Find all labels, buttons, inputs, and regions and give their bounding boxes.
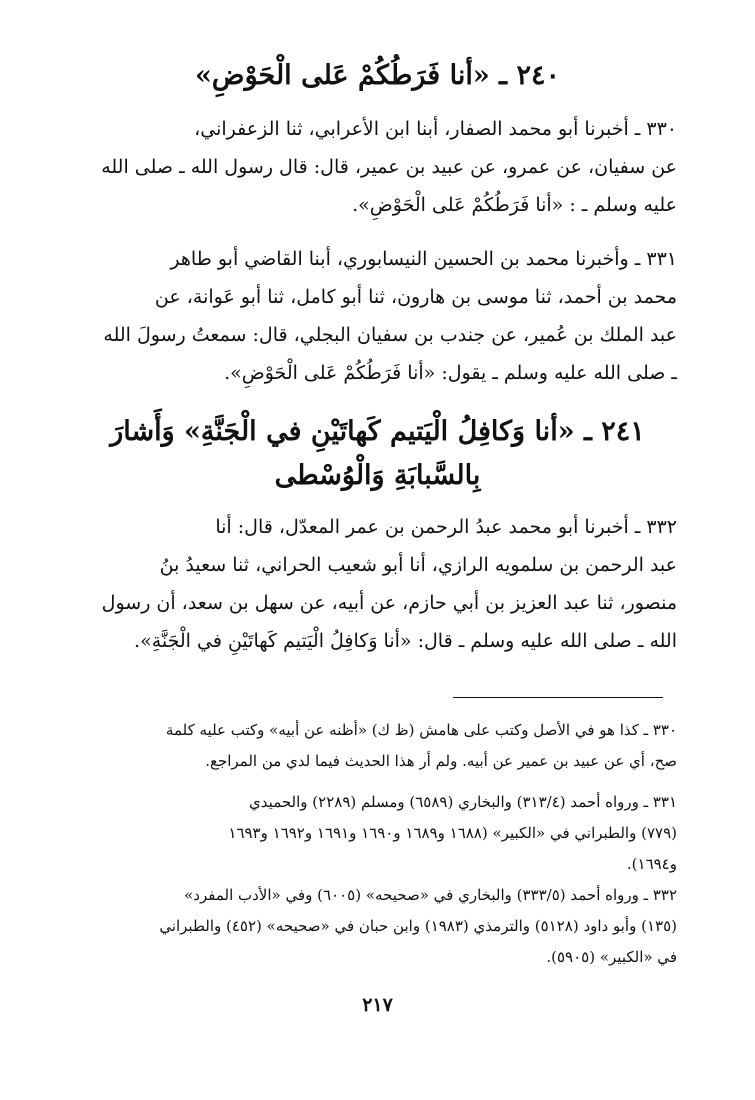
footnote-line: صح، أي عن عبيد بن عمير عن أبيه. ولم أر هذا الحديث فيما لدي من المراجع. (205, 752, 677, 770)
footnote-line: ٣٣٢ ـ ورواه أحمد (٣٣٣/٥) والبخاري في «صحيحه» (٦٠٠٥) وفي «الأدب المفرد» (184, 886, 677, 904)
hadith-line: عبد الرحمن بن سلمويه الرازي، أنا أبو شعيب الحراني، ثنا سعيدُ بنُ (159, 554, 677, 576)
hadith-line: عن سفيان، عن عمرو، عن عبيد بن عمير، قال: قال رسول الله ـ صلى الله (101, 156, 677, 178)
heading-line: بِالسَّبابَةِ وَالْوُسْطى (274, 460, 481, 491)
page-number: ٢١٧ (362, 994, 393, 1016)
footnote-line: و١٦٩٤). (626, 855, 677, 873)
hadith-line: ٣٣٢ ـ أخبرنا أبو محمد عبدُ الرحمن بن عمر المعدّل، قال: أنا (215, 516, 677, 538)
footnote-line: ٣٣١ ـ ورواه أحمد (٣١٣/٤) والبخاري (٦٥٨٩) ومسلم (٢٢٨٩) والحميدي (249, 793, 677, 811)
footnote-330 (80, 715, 677, 777)
footnote-line: (٧٧٩) والطبراني في «الكبير» (١٦٨٨ و١٦٨٩ و١٦٩٠ و١٦٩١ و١٦٩٢ و١٦٩٣ (228, 824, 677, 842)
footnote-line: في «الكبير» (٥٩٠٥). (546, 948, 677, 966)
hadith-line: عليه وسلم ـ : «أنا فَرَطُكُمْ عَلى الْحَوْضِ». (352, 194, 677, 216)
chapter-heading-241 (70, 410, 685, 498)
hadith-332 (80, 508, 677, 660)
footnote-line: ٣٣٠ ـ كذا هو في الأصل وكتب على هامش (ظ ك) «أظنه عن أبيه» وكتب عليه كلمة (165, 721, 677, 739)
hadith-331 (80, 240, 677, 392)
hadith-line: ٣٣١ ـ وأخبرنا محمد بن الحسين النيسابوري، أبنا القاضي أبو طاهر (170, 248, 677, 270)
hadith-line: عبد الملك بن عُمير، عن جندب بن سفيان البجلي، قال: سمعتُ رسولَ الله (103, 324, 677, 346)
hadith-line: منصور، ثنا عبد العزيز بن أبي حازم، عن أبيه، عن سهل بن سعد، أن رسول (101, 592, 677, 614)
hadith-line: الله ـ صلى الله عليه وسلم ـ قال: «أنا وَكافِلُ الْيَتيم كَهاتَيْنِ في الْجَنَّةِ». (134, 630, 677, 652)
footnote-divider (453, 697, 663, 698)
footnote-331 (80, 787, 677, 880)
footnote-332 (80, 880, 677, 973)
hadith-line: محمد بن أحمد، ثنا موسى بن هارون، ثنا أبو كامل، ثنا أبو عَوانة، عن (154, 286, 677, 308)
hadith-line: ـ صلى الله عليه وسلم ـ يقول: «أنا فَرَطُكُمْ عَلى الْحَوْضِ». (224, 362, 677, 384)
footnote-line: (١٣٥) وأبو داود (٥١٢٨) والترمذي (١٩٨٣) وابن حبان في «صحيحه» (٤٥٢) والطبراني (159, 917, 677, 935)
heading-line: ٢٤١ ـ «أنا وَكافِلُ الْيَتيم كَهاتَيْنِ في الْجَنَّةِ» وَأَشارَ (110, 416, 645, 447)
chapter-heading-240: ٢٤٠ ـ «أنا فَرَطُكُمْ عَلى الْحَوْضِ» (195, 60, 560, 91)
hadith-line: ٣٣٠ ـ أخبرنا أبو محمد الصفار، أبنا ابن الأعرابي، ثنا الزعفراني، (194, 118, 677, 140)
hadith-330 (80, 110, 677, 224)
